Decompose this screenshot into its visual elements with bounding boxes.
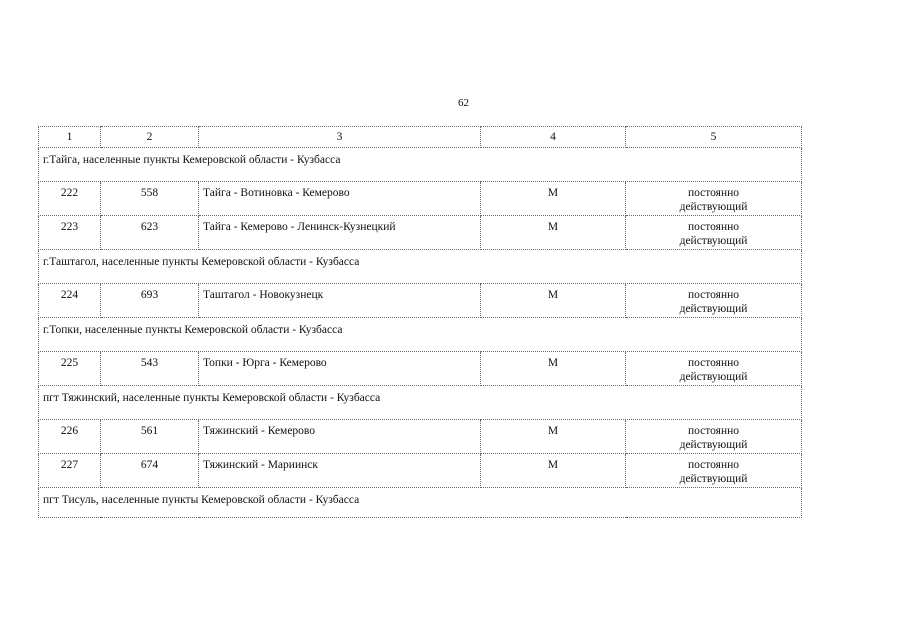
status-line: действующий (679, 371, 748, 383)
route-type: М (481, 216, 626, 250)
route-name: Тайга - Вотиновка - Кемерово (199, 182, 481, 216)
status-line: действующий (679, 303, 748, 315)
table-row (39, 182, 802, 216)
table-row (39, 284, 802, 318)
route-type: М (481, 454, 626, 488)
group-heading: пгт Тисуль, населенные пункты Кемеровской области - Кузбасса (39, 488, 802, 518)
group-heading-row (39, 250, 802, 284)
route-number: 561 (101, 420, 199, 454)
route-name: Таштагол - Новокузнецк (199, 284, 481, 318)
route-type: М (481, 420, 626, 454)
route-number: 623 (101, 216, 199, 250)
group-heading-row (39, 386, 802, 420)
route-name: Тяжинский - Мариинск (199, 454, 481, 488)
status-line: постоянно (687, 289, 740, 301)
route-name: Топки - Юрга - Кемерово (199, 352, 481, 386)
page-number: 62 (458, 97, 469, 109)
column-header: 4 (481, 127, 626, 148)
column-header: 5 (626, 127, 802, 148)
group-heading: пгт Тяжинский, населенные пункты Кемеровской области - Кузбасса (39, 386, 802, 420)
status-line: постоянно (687, 425, 740, 437)
route-number: 674 (101, 454, 199, 488)
row-number: 224 (39, 284, 101, 318)
route-type: М (481, 352, 626, 386)
row-number: 222 (39, 182, 101, 216)
status-line: постоянно (687, 357, 740, 369)
column-header: 3 (199, 127, 481, 148)
route-status (626, 284, 802, 318)
group-heading-row (39, 148, 802, 182)
route-number: 693 (101, 284, 199, 318)
table-row (39, 454, 802, 488)
row-number: 223 (39, 216, 101, 250)
column-header: 1 (39, 127, 101, 148)
routes-table (38, 126, 802, 518)
route-type: М (481, 182, 626, 216)
route-status (626, 182, 802, 216)
row-number: 226 (39, 420, 101, 454)
group-heading: г.Тайга, населенные пункты Кемеровской области - Кузбасса (39, 148, 802, 182)
table-row (39, 352, 802, 386)
status-line: действующий (679, 473, 748, 485)
column-header: 2 (101, 127, 199, 148)
group-heading: г.Таштагол, населенные пункты Кемеровской области - Кузбасса (39, 250, 802, 284)
route-number: 543 (101, 352, 199, 386)
group-heading-row (39, 318, 802, 352)
table-row (39, 420, 802, 454)
row-number: 227 (39, 454, 101, 488)
status-line: постоянно (687, 187, 740, 199)
status-line: действующий (679, 201, 748, 213)
route-number: 558 (101, 182, 199, 216)
route-type: М (481, 284, 626, 318)
group-heading-row (39, 488, 802, 518)
group-heading: г.Топки, населенные пункты Кемеровской области - Кузбасса (39, 318, 802, 352)
route-name: Тяжинский - Кемерово (199, 420, 481, 454)
route-status (626, 352, 802, 386)
table-row (39, 216, 802, 250)
route-status (626, 420, 802, 454)
route-status (626, 454, 802, 488)
table-header-row (39, 127, 802, 148)
status-line: постоянно (687, 221, 740, 233)
route-status (626, 216, 802, 250)
status-line: постоянно (687, 459, 740, 471)
status-line: действующий (679, 235, 748, 247)
row-number: 225 (39, 352, 101, 386)
route-name: Тайга - Кемерово - Ленинск-Кузнецкий (199, 216, 481, 250)
status-line: действующий (679, 439, 748, 451)
